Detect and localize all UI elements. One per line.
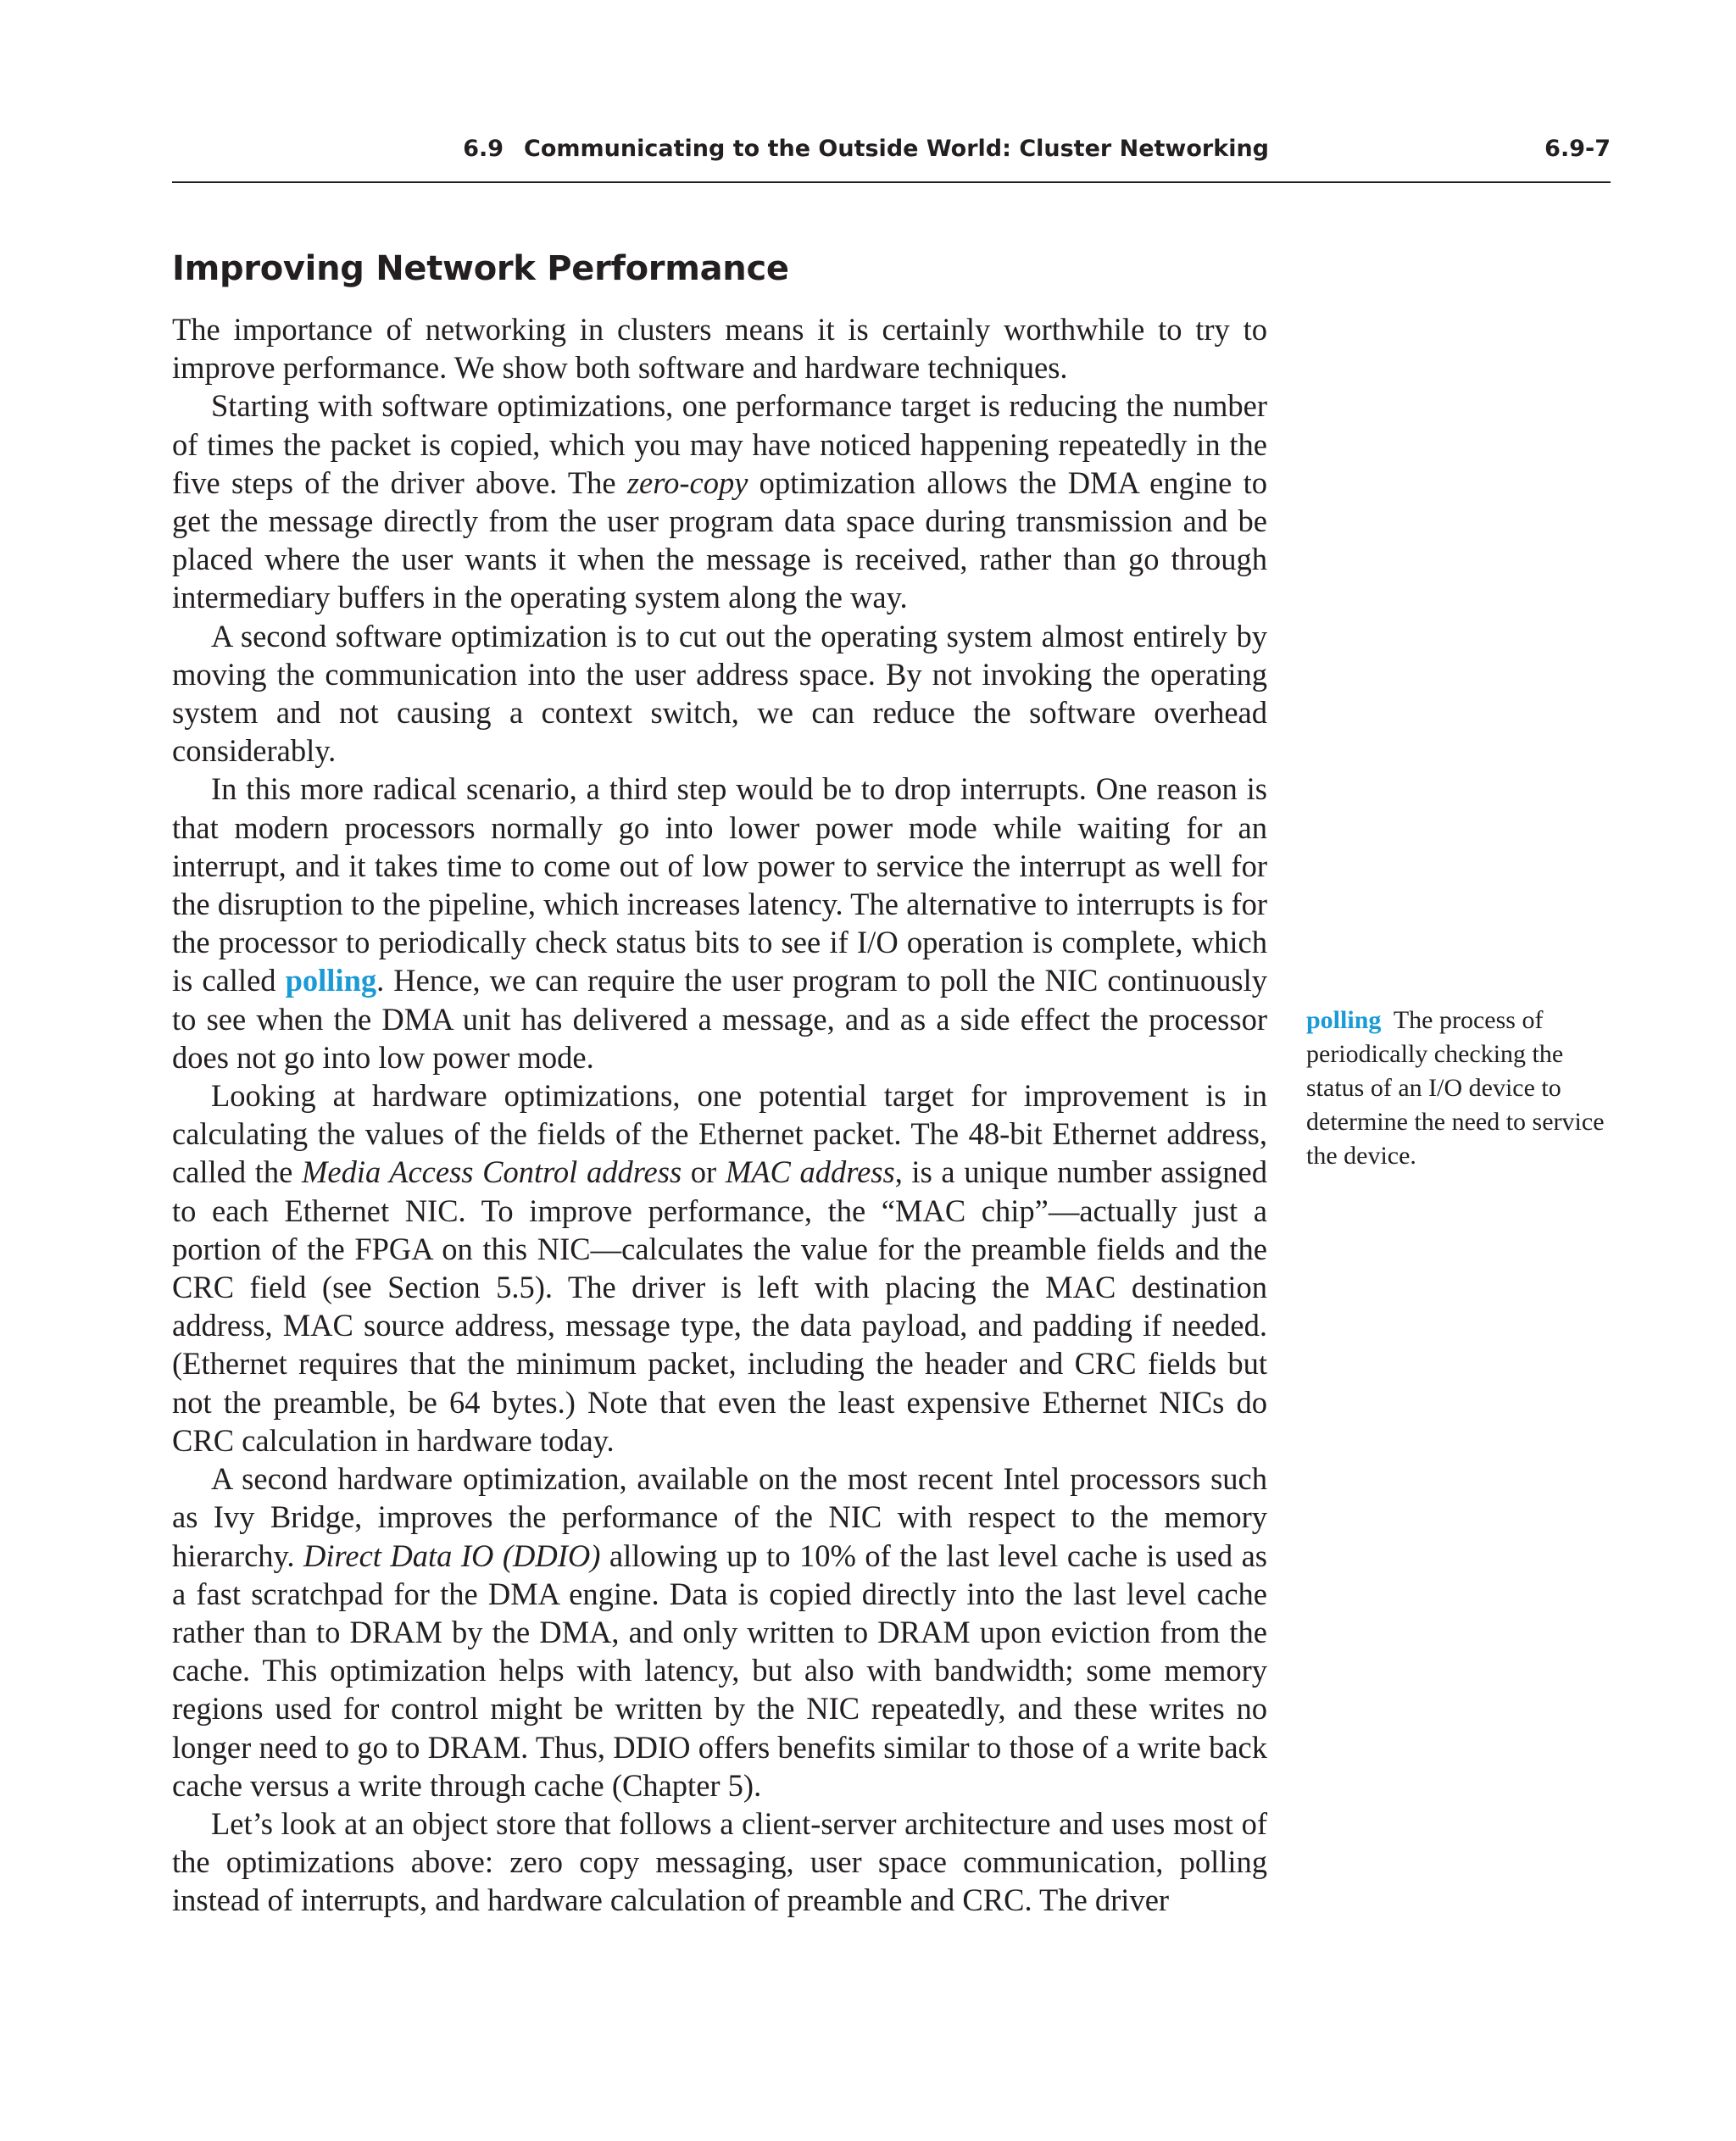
text-run: A second hardware optimization, available on the most recent Intel processors such as Ivy Bridge, improves the performance of the NIC with respect to the memory hierarchy. xyxy=(172,1461,1267,1573)
body-text xyxy=(172,310,1267,1920)
key-term-polling: polling xyxy=(285,963,377,998)
margin-definition xyxy=(1306,1004,1620,1173)
section-heading: Improving Network Performance xyxy=(172,249,789,288)
paragraph-6 xyxy=(172,1460,1267,1805)
section-title: Communicating to the Outside World: Cluster Networking xyxy=(524,136,1269,162)
paragraph-1: The importance of networking in clusters means it is certainly worthwhile to try to improve performance. We show both software and hardware techniques. xyxy=(172,312,1267,386)
text-run: Looking at hardware optimizations, one potential target for improvement is in calculating the values of the fields of the Ethernet packet. The 48-bit Ethernet address, called the xyxy=(172,1078,1267,1190)
paragraph-3: A second software optimization is to cut out the operating system almost entirely by moving the communication into the user address space. By not invoking the operating system and not causing a context switch, we can reduce the software overhead considerably. xyxy=(172,618,1267,769)
paragraph-7: Let’s look at an object store that follows a client-server architecture and uses most of the optimizations above: zero copy messaging, user space communication, polling instead of interrupts, and hardware calculation of preamble and CRC. The driver xyxy=(172,1805,1267,1918)
page-number: 6.9-7 xyxy=(1544,136,1611,162)
section-number: 6.9 xyxy=(463,136,504,162)
paragraph-2 xyxy=(172,386,1267,616)
definition-term: polling xyxy=(1306,1006,1382,1034)
emphasis-zero-copy: zero-copy xyxy=(626,464,748,500)
text-run: optimization allows the DMA engine to get the message directly from the user program data space during transmission and be placed where the user wants it when the message is received, rather than go through intermediary buffers in the operating system along the way. xyxy=(172,464,1267,615)
text-run: . Hence, we can require the user program to poll the NIC continuously to see when the DMA unit has delivered a message, and as a side effect the processor does not go into low power mode. xyxy=(172,963,1268,1075)
text-run: or xyxy=(682,1154,726,1190)
paragraph-5 xyxy=(172,1076,1267,1460)
emphasis-ddio: Direct Data IO (DDIO) xyxy=(303,1538,601,1573)
emphasis-mac-address: MAC address xyxy=(725,1154,895,1190)
paragraph-4 xyxy=(172,770,1267,1076)
definition-text: The process of periodically checking the status of an I/O device to determine the need to service the device. xyxy=(1306,1006,1605,1170)
text-run: allowing up to 10% of the last level cache is used as a fast scratchpad for the DMA engine. Data is copied directly into the last level cache rather than to DRAM by the DMA, and only written to DRAM upon eviction from the cache. This optimization helps with latency, but also with bandwidth; some memory regions used for control might be written by the NIC repeatedly, and these writes no longer need to go to DRAM. Thus, DDIO offers benefits similar to those of a write back cache versus a write through cache (Chapter 5). xyxy=(172,1538,1268,1803)
running-header xyxy=(172,127,1611,183)
text-run: Starting with software optimizations, one performance target is reducing the number of times the packet is copied, which you may have noticed happening repeatedly in the five steps of the driver above. The xyxy=(172,388,1267,500)
emphasis-media-access-control: Media Access Control address xyxy=(301,1154,682,1190)
running-title xyxy=(463,136,1269,162)
text-run: In this more radical scenario, a third step would be to drop interrupts. One reason is that modern processors normally go into lower power mode while waiting for an interrupt, and it takes time to come out of low power to service the interrupt as well for the disruption to the pipeline, which increases latency. The alternative to interrupts is for the processor to periodically check status bits to see if I/O operation is complete, which is called xyxy=(172,771,1267,998)
text-run: , is a unique number assigned to each Ethernet NIC. To improve performance, the “MAC chip”—actually just a portion of the FPGA on this NIC—calculates the value for the preamble fields and the CRC field (see Section 5.5). The driver is left with placing the MAC destination address, MAC source address, message type, the data payload, and padding if needed. (Ethernet requires that the minimum packet, including the header and CRC fields but not the preamble, be 64 bytes.) Note that even the least expensive Ethernet NICs do CRC calculation in hardware today. xyxy=(172,1154,1267,1458)
